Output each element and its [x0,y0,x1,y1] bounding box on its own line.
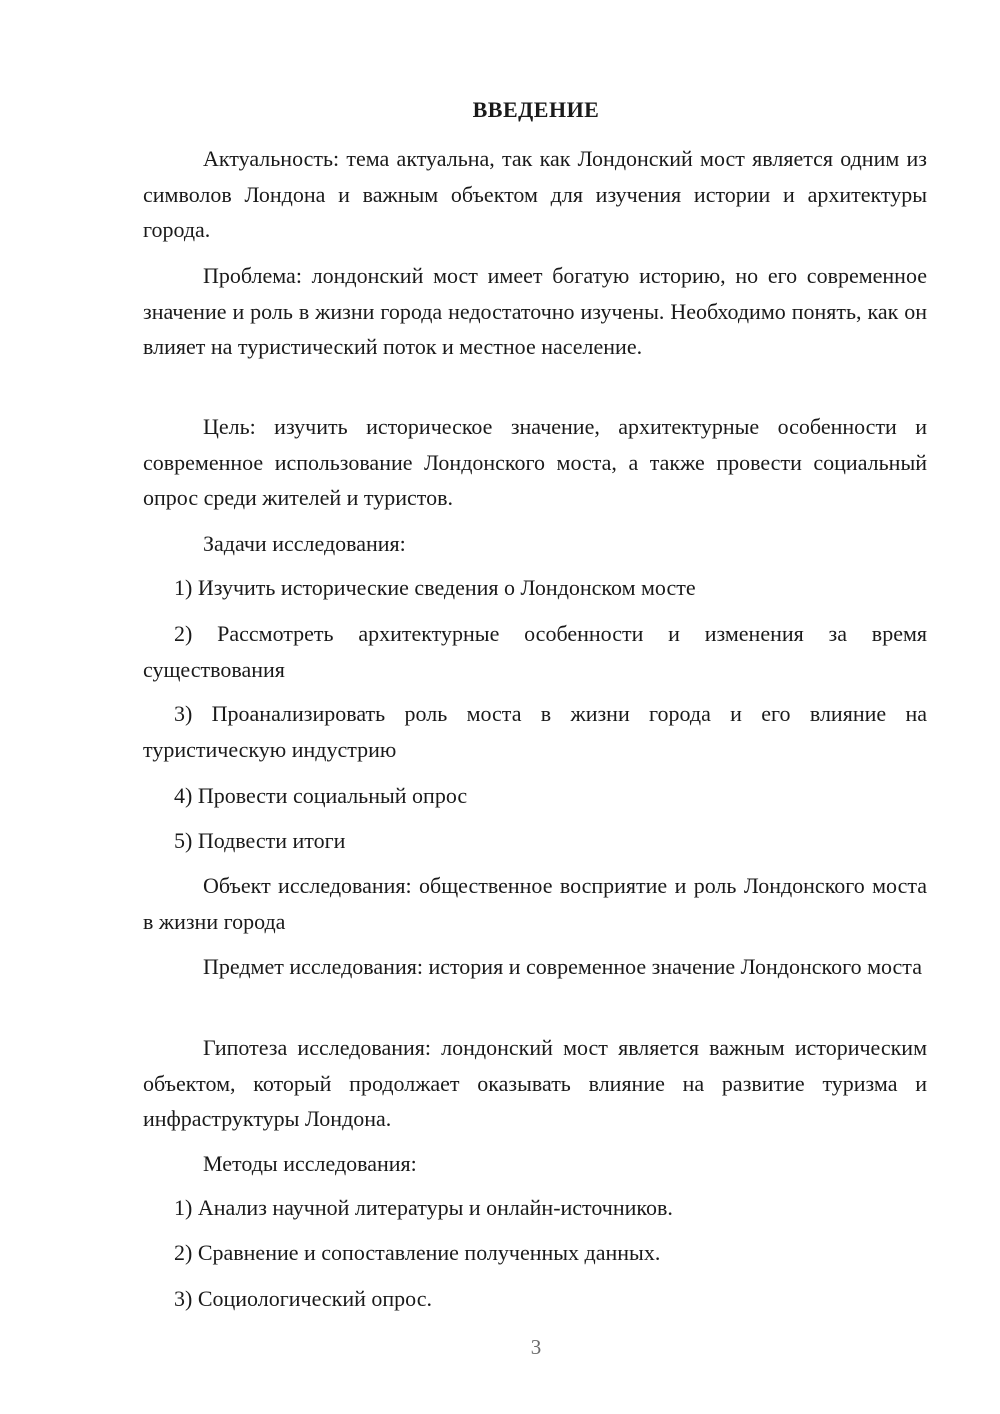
task-item-2: 2) Рассмотреть архитектурные особенности и изменения за время существования [143,621,927,682]
section-heading: ВВЕДЕНИЕ [472,97,600,122]
methods-heading: Методы исследования: [203,1151,417,1176]
paragraph-hypothesis: Гипотеза исследования: лондонский мост является важным историческим объектом, который продолжает оказывать влияние на развитие туризма и инфраструктуры Лондона. [143,1035,927,1131]
paragraph-object: Объект исследования: общественное восприятие и роль Лондонского моста в жизни города [143,873,927,934]
method-item-3: 3) Социологический опрос. [174,1286,432,1311]
task-item-4: 4) Провести социальный опрос [174,783,468,808]
paragraph-goal: Цель: изучить историческое значение, архитектурные особенности и современное использование Лондонского моста, а также провести социальный опрос среди жителей и туристов. [143,414,927,510]
method-item-1: 1) Анализ научной литературы и онлайн-источников. [174,1195,673,1220]
paragraph-relevance: Актуальность: тема актуальна, так как Лондонский мост является одним из символов Лондона и важным объектом для изучения истории и архитектуры города. [143,146,927,242]
page-number: 3 [530,1335,542,1359]
tasks-heading: Задачи исследования: [203,531,406,556]
paragraph-subject: Предмет исследования: история и современное значение Лондонского моста [203,954,922,979]
task-item-3: 3) Проанализировать роль моста в жизни города и его влияние на туристическую индустрию [143,701,927,762]
task-item-5: 5) Подвести итоги [174,828,346,853]
method-item-2: 2) Сравнение и сопоставление полученных данных. [174,1240,661,1265]
paragraph-problem: Проблема: лондонский мост имеет богатую историю, но его современное значение и роль в жизни города недостаточно изучены. Необходимо понять, как он влияет на туристический поток и местное население. [143,263,927,359]
task-item-1: 1) Изучить исторические сведения о Лондонском мосте [174,575,696,600]
